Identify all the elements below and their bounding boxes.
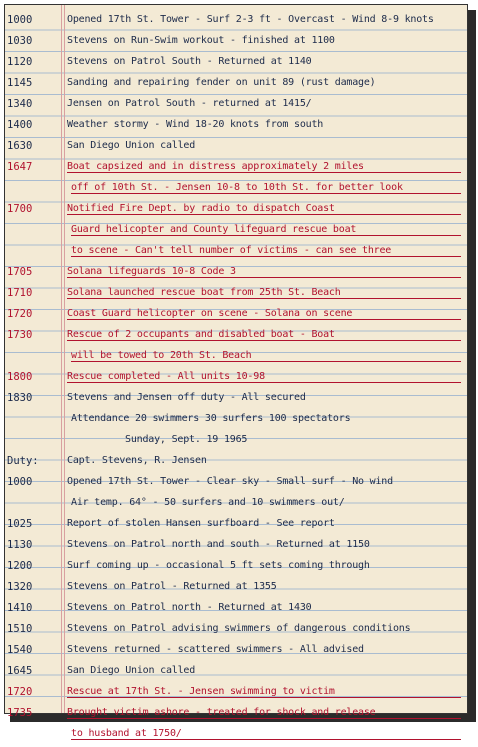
log-entry-time: Duty: <box>7 455 39 467</box>
log-entry <box>5 579 467 600</box>
log-entry <box>5 537 467 558</box>
log-entry-time: 1700 <box>7 203 33 215</box>
log-entry-time: 1120 <box>7 56 33 68</box>
log-entry-text: Notified Fire Dept. by radio to dispatch Coast <box>67 203 461 215</box>
log-entry-time: 1645 <box>7 665 33 677</box>
log-entry-text: Brought victim ashore - treated for shock and release <box>67 707 461 719</box>
log-entry <box>5 621 467 642</box>
log-entry-text: Capt. Stevens, R. Jensen <box>67 455 207 466</box>
log-entry <box>5 369 467 390</box>
log-entry-time: 1000 <box>7 14 33 26</box>
log-entry-time: 1720 <box>7 686 33 698</box>
log-entry <box>5 285 467 306</box>
log-entry-text: Stevens on Patrol advising swimmers of dangerous conditions <box>67 623 411 634</box>
log-entry <box>5 201 467 222</box>
log-entry-text: Surf coming up - occasional 5 ft sets coming through <box>67 560 370 571</box>
log-entry-time: 1830 <box>7 392 33 404</box>
log-entry-time: 1710 <box>7 287 33 299</box>
log-entry-text: Jensen on Patrol South - returned at 1415/ <box>67 98 312 109</box>
log-entry-text: Solana lifeguards 10-8 Code 3 <box>67 266 461 278</box>
log-entries <box>5 12 467 747</box>
log-entry-time: 1145 <box>7 77 33 89</box>
log-entry-text: Guard helicopter and County lifeguard rescue boat <box>71 224 461 236</box>
log-entry-text: to husband at 1750/ <box>71 728 461 740</box>
log-entry <box>5 390 467 411</box>
log-entry <box>5 306 467 327</box>
log-entry-time: 1800 <box>7 371 33 383</box>
log-entry-text: Stevens on Patrol north and south - Returned at 1150 <box>67 539 370 550</box>
log-entry-text: to scene - Can't tell number of victims - can see three <box>71 245 461 257</box>
log-entry <box>5 33 467 54</box>
log-entry-text: Sunday, Sept. 19 1965 <box>125 434 248 445</box>
log-entry <box>5 75 467 96</box>
log-entry <box>5 222 467 243</box>
log-entry <box>5 180 467 201</box>
log-entry-time: 1630 <box>7 140 33 152</box>
log-entry-time: 1400 <box>7 119 33 131</box>
log-entry <box>5 243 467 264</box>
log-entry-text: Stevens and Jensen off duty - All secured <box>67 392 306 403</box>
log-entry-text: Air temp. 64° - 50 surfers and 10 swimmers out/ <box>71 497 345 508</box>
log-entry-time: 1735 <box>7 707 33 719</box>
log-entry-text: Opened 17th St. Tower - Surf 2-3 ft - Overcast - Wind 8-9 knots <box>67 14 434 25</box>
log-entry-text: Opened 17th St. Tower - Clear sky - Small surf - No wind <box>67 476 393 487</box>
log-entry <box>5 12 467 33</box>
log-entry <box>5 138 467 159</box>
log-entry-time: 1730 <box>7 329 33 341</box>
log-entry-text: will be towed to 20th St. Beach <box>71 350 461 362</box>
log-entry-text: San Diego Union called <box>67 140 196 151</box>
log-entry-text: Stevens returned - scattered swimmers - All advised <box>67 644 364 655</box>
log-entry <box>5 684 467 705</box>
log-entry <box>5 117 467 138</box>
log-entry-text: off of 10th St. - Jensen 10-8 to 10th St. for better look <box>71 182 461 194</box>
log-entry <box>5 327 467 348</box>
log-entry-text: Solana launched rescue boat from 25th St. Beach <box>67 287 461 299</box>
log-entry-text: Rescue at 17th St. - Jensen swimming to victim <box>67 686 461 698</box>
log-entry <box>5 726 467 747</box>
log-entry-time: 1320 <box>7 581 33 593</box>
log-entry <box>5 54 467 75</box>
log-entry-time: 1340 <box>7 98 33 110</box>
log-entry-text: Rescue of 2 occupants and disabled boat - Boat <box>67 329 461 341</box>
log-entry-text: Coast Guard helicopter on scene - Solana on scene <box>67 308 461 320</box>
log-entry <box>5 495 467 516</box>
log-entry-time: 1647 <box>7 161 33 173</box>
log-entry-text: Stevens on Run-Swim workout - finished at 1100 <box>67 35 335 46</box>
log-entry-time: 1510 <box>7 623 33 635</box>
log-entry <box>5 411 467 432</box>
log-entry <box>5 432 467 453</box>
log-entry <box>5 642 467 663</box>
log-entry-text: Boat capsized and in distress approximately 2 miles <box>67 161 461 173</box>
log-entry <box>5 705 467 726</box>
log-entry <box>5 600 467 621</box>
log-entry-text: Stevens on Patrol - Returned at 1355 <box>67 581 277 592</box>
log-entry-text: San Diego Union called <box>67 665 196 676</box>
log-entry-text: Sanding and repairing fender on unit 89 (rust damage) <box>67 77 376 88</box>
log-entry <box>5 516 467 537</box>
log-entry-text: Attendance 20 swimmers 30 surfers 100 spectators <box>71 413 351 424</box>
log-entry-text: Weather stormy - Wind 18-20 knots from south <box>67 119 324 130</box>
log-entry <box>5 558 467 579</box>
log-entry <box>5 159 467 180</box>
log-entry <box>5 453 467 474</box>
log-entry-text: Stevens on Patrol north - Returned at 1430 <box>67 602 312 613</box>
log-book-page <box>4 4 468 739</box>
log-entry-text: Report of stolen Hansen surfboard - See report <box>67 518 335 529</box>
log-entry-text: Rescue completed - All units 10-98 <box>67 371 461 383</box>
log-entry-time: 1540 <box>7 644 33 656</box>
log-entry-time: 1025 <box>7 518 33 530</box>
log-entry-text: Stevens on Patrol South - Returned at 1140 <box>67 56 312 67</box>
log-entry-time: 1200 <box>7 560 33 572</box>
log-entry-time: 1410 <box>7 602 33 614</box>
log-entry <box>5 264 467 285</box>
log-entry <box>5 348 467 369</box>
log-entry-time: 1705 <box>7 266 33 278</box>
log-entry <box>5 663 467 684</box>
log-entry <box>5 96 467 117</box>
log-entry-time: 1130 <box>7 539 33 551</box>
log-entry-time: 1720 <box>7 308 33 320</box>
log-entry-time: 1000 <box>7 476 33 488</box>
log-entry-time: 1030 <box>7 35 33 47</box>
log-entry <box>5 474 467 495</box>
